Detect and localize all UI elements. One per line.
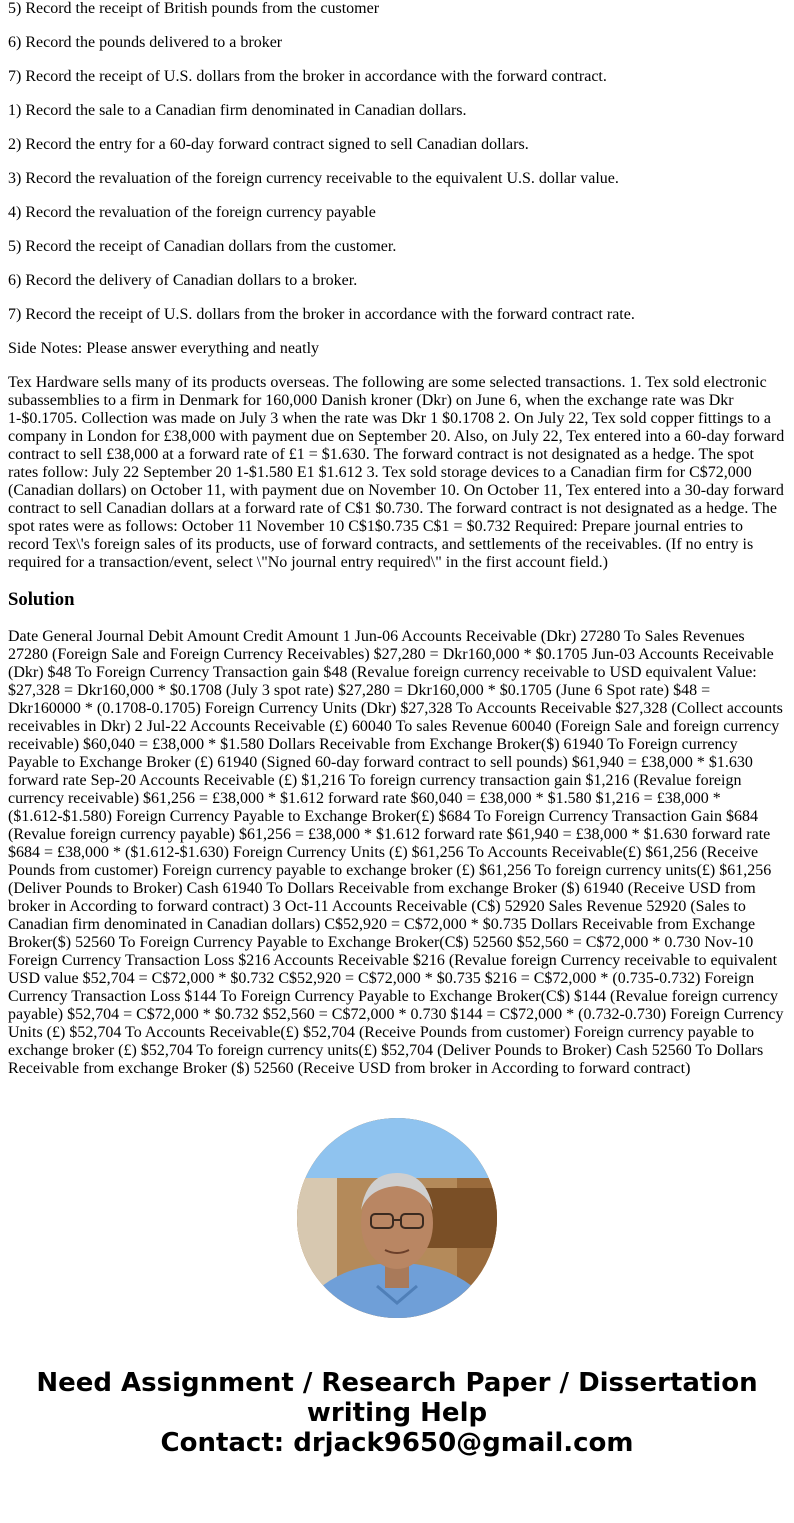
side-notes: Side Notes: Please answer everything and neatly [8, 340, 320, 357]
cta-contact-email: Contact: drjack9650@gmail.com [160, 1428, 634, 1458]
contact-banner [8, 1368, 786, 1458]
problem-statement: Tex Hardware sells many of its products overseas. The following are some selected transactions. 1. Tex sold electronic subassemblies to a firm in Denmark for 160,000 Danish kroner (Dkr) on June 6, when the exchange rate was Dkr 1-$0.1705. Collection was made on July 3 when the rate was Dkr 1 $0.1708 2. On July 22, Tex sold copper fittings to a company in London for £38,000 with payment due on September 20. Also, on July 22, Tex entered into a 60-day forward contract to sell £38,000 at a forward rate of £1 = $1.630. The forward contract is not designated as a hedge. The spot rates follow: July 22 September 20 1-$1.580 E1 $1.612 3. Tex sold storage devices to a Canadian firm for C$72,000 (Canadian dollars) on October 11, with payment due on November 10. On October 11, Tex entered into a 30-day forward contract to sell Canadian dollars at a forward rate of C$1 $0.730. The forward contract is not designated as a hedge. The spot rates were as follows: October 11 November 10 C$1$0.735 C$1 = $0.732 Required: Prepare journal entries to record Tex\'s foreign sales of its products, use of forward contracts, and settlements of the receivables. (If no entry is required for a transaction/event, select \"No journal entry required\" in the first account field.) [8, 374, 785, 571]
solution-heading: Solution [8, 589, 75, 610]
question-item: 5) Record the receipt of British pounds from the customer [8, 0, 380, 17]
question-item: 4) Record the revaluation of the foreign currency payable [8, 204, 376, 221]
question-item: 6) Record the delivery of Canadian dollars to a broker. [8, 272, 358, 289]
question-item: 7) Record the receipt of U.S. dollars from the broker in accordance with the forward contract rate. [8, 306, 635, 323]
solution-body: Date General Journal Debit Amount Credit Amount 1 Jun-06 Accounts Receivable (Dkr) 27280 To Sales Revenues 27280 (Foreign Sale and Foreign Currency Receivables) $27,280 = Dkr160,000 * $0.1705 Jun-03 Accounts Receivable (Dkr) $48 To Foreign Currency Transaction gain $48 (Revalue foreign currency receivable to USD equivalent Value: $27,328 = Dkr160,000 * $0.1708 (July 3 spot rate) $27,280 = Dkr160,000 * $0.1705 (June 6 Spot rate) $48 = Dkr160000 * (0.1708-0.1705) Foreign Currency Units (Dkr) $27,328 To Accounts Receivable $27,328 (Collect accounts receivables in Dkr) 2 Jul-22 Accounts Receivable (£) 60040 To sales Revenue 60040 (Foreign Sale and foreign currency receivable) $60,040 = £38,000 * $1.580 Dollars Receivable from Exchange Broker($) 61940 To Foreign currency Payable to Exchange Broker (£) 61940 (Signed 60-day forward contract to sell pounds) $61,940 = £38,000 * $1.630 forward rate Sep-20 Accounts Receivable (£) $1,216 To foreign currency transaction gain $1,216 (Revalue foreign currency receivable) $61,256 = £38,000 * $1.612 forward rate $60,040 = £38,000 * $1.580 $1,216 = £38,000 * ($1.612-$1.580) Foreign Currency Payable to Exchange Broker(£) $684 To Foreign Currency Transaction Gain $684 (Revalue foreign currency payable) $61,256 = £38,000 * $1.612 forward rate $61,940 = £38,000 * $1.630 forward rate $684 = £38,000 * ($1.612-$1.630) Foreign Currency Units (£) $61,256 To Accounts Receivable(£) $61,256 (Receive Pounds from customer) Foreign currency payable to exchange broker (£) $61,256 To foreign currency units(£) $61,256 (Deliver Pounds to Broker) Cash 61940 To Dollars Receivable from exchange Broker ($) 61940 (Receive USD from broker in According to forward contract) 3 Oct-11 Accounts Receivable (C$) 52920 Sales Revenue 52920 (Sales to Canadian firm denominated in Canadian dollars) C$52,920 = C$72,000 * $0.735 Dollars Receivable from Exchange Broker($) 52560 To Foreign Currency Payable to Exchange Broker(C$) 52560 $52,560 = C$72,000 * 0.730 Nov-10 Foreign Currency Transaction Loss $216 Accounts Receivable $216 (Revalue foreign Currency receivable to equivalent USD value $52,704 = C$72,000 * $0.732 C$52,920 = C$72,000 * $0.735 $216 = C$72,000 * (0.735-0.732) Foreign Currency Transaction Loss $144 To Foreign Currency Payable to Exchange Broker(C$) $144 (Revalue foreign currency payable) $52,704 = C$72,000 * $0.732 $52,560 = C$72,000 * 0.730 $144 = C$72,000 * (0.732-0.730) Foreign Currency Units (£) $52,704 To Accounts Receivable(£) $52,704 (Receive Pounds from customer) Foreign currency payable to exchange broker (£) $52,704 To foreign currency units(£) $52,704 (Deliver Pounds to Broker) Cash 52560 To Dollars Receivable from exchange Broker ($) 52560 (Receive USD from broker in According to forward contract) [8, 628, 784, 1077]
cta-line-2: writing Help [306, 1398, 488, 1428]
author-portrait-illustration [297, 1118, 497, 1318]
author-avatar [297, 1118, 497, 1318]
question-item: 3) Record the revaluation of the foreign currency receivable to the equivalent U.S. dollar value. [8, 170, 619, 187]
question-item: 7) Record the receipt of U.S. dollars from the broker in accordance with the forward contract. [8, 68, 607, 85]
question-item: 1) Record the sale to a Canadian firm denominated in Canadian dollars. [8, 102, 467, 119]
question-item: 6) Record the pounds delivered to a broker [8, 34, 283, 51]
question-item: 2) Record the entry for a 60-day forward contract signed to sell Canadian dollars. [8, 136, 529, 153]
cta-line-1: Need Assignment / Research Paper / Dissertation [36, 1368, 758, 1398]
question-item: 5) Record the receipt of Canadian dollars from the customer. [8, 238, 397, 255]
avatar-container [8, 1118, 786, 1318]
